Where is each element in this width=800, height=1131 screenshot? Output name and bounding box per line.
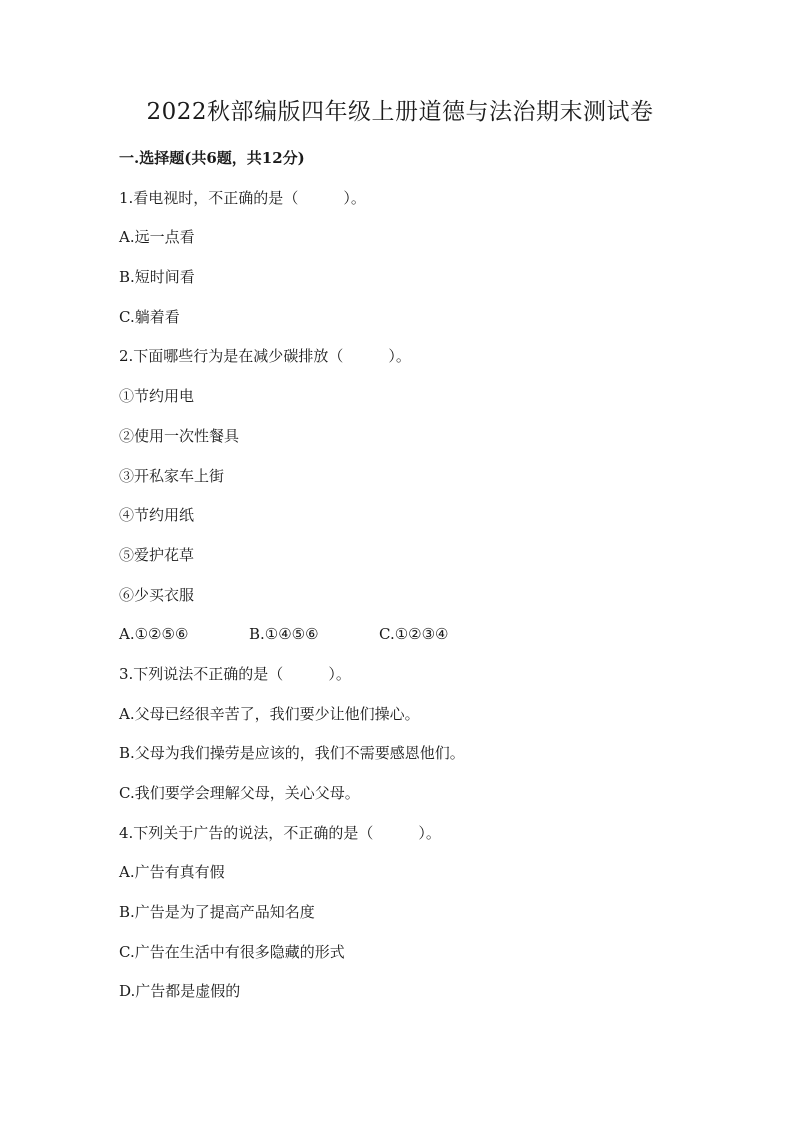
list-item-2-3: ③开私家车上街 <box>119 466 225 485</box>
list-item-2-2: ②使用一次性餐具 <box>119 426 240 445</box>
question-stem-2: 2.下面哪些行为是在减少碳排放（ ）。 <box>119 347 411 366</box>
option-3b: B.父母为我们操劳是应该的，我们不需要感恩他们。 <box>119 744 465 763</box>
option-4b: B.广告是为了提高产品知名度 <box>119 903 315 922</box>
question-stem-3: 3.下列说法不正确的是（ ）。 <box>119 664 351 683</box>
option-2b: B.①④⑤⑥ <box>249 625 319 644</box>
option-4c: C.广告在生活中有很多隐藏的形式 <box>119 942 345 961</box>
exam-content <box>119 148 719 1021</box>
option-1a: A.远一点看 <box>119 228 195 247</box>
option-4d: D.广告都是虚假的 <box>119 982 241 1001</box>
option-3a: A.父母已经很辛苦了，我们要少让他们操心。 <box>119 704 420 723</box>
option-2a: A.①②⑤⑥ <box>119 625 189 644</box>
option-1b: B.短时间看 <box>119 268 195 287</box>
section-heading: 一.选择题(共6题，共12分) <box>119 149 305 167</box>
list-item-2-5: ⑤爱护花草 <box>119 545 195 564</box>
list-item-2-1: ①节约用电 <box>119 387 195 406</box>
option-4a: A.广告有真有假 <box>119 863 225 882</box>
question-stem-1: 1.看电视时，不正确的是（ ）。 <box>119 188 366 207</box>
question-stem-4: 4.下列关于广告的说法，不正确的是（ ）。 <box>119 823 441 842</box>
page-title: 2022秋部编版四年级上册道德与法治期末测试卷 <box>146 99 654 125</box>
list-item-2-6: ⑥少买衣服 <box>119 585 195 604</box>
option-2c: C.①②③④ <box>379 625 449 644</box>
option-1c: C.躺着看 <box>119 307 180 326</box>
inline-options-2 <box>119 624 719 664</box>
option-3c: C.我们要学会理解父母，关心父母。 <box>119 784 360 802</box>
list-item-2-4: ④节约用纸 <box>119 506 195 525</box>
